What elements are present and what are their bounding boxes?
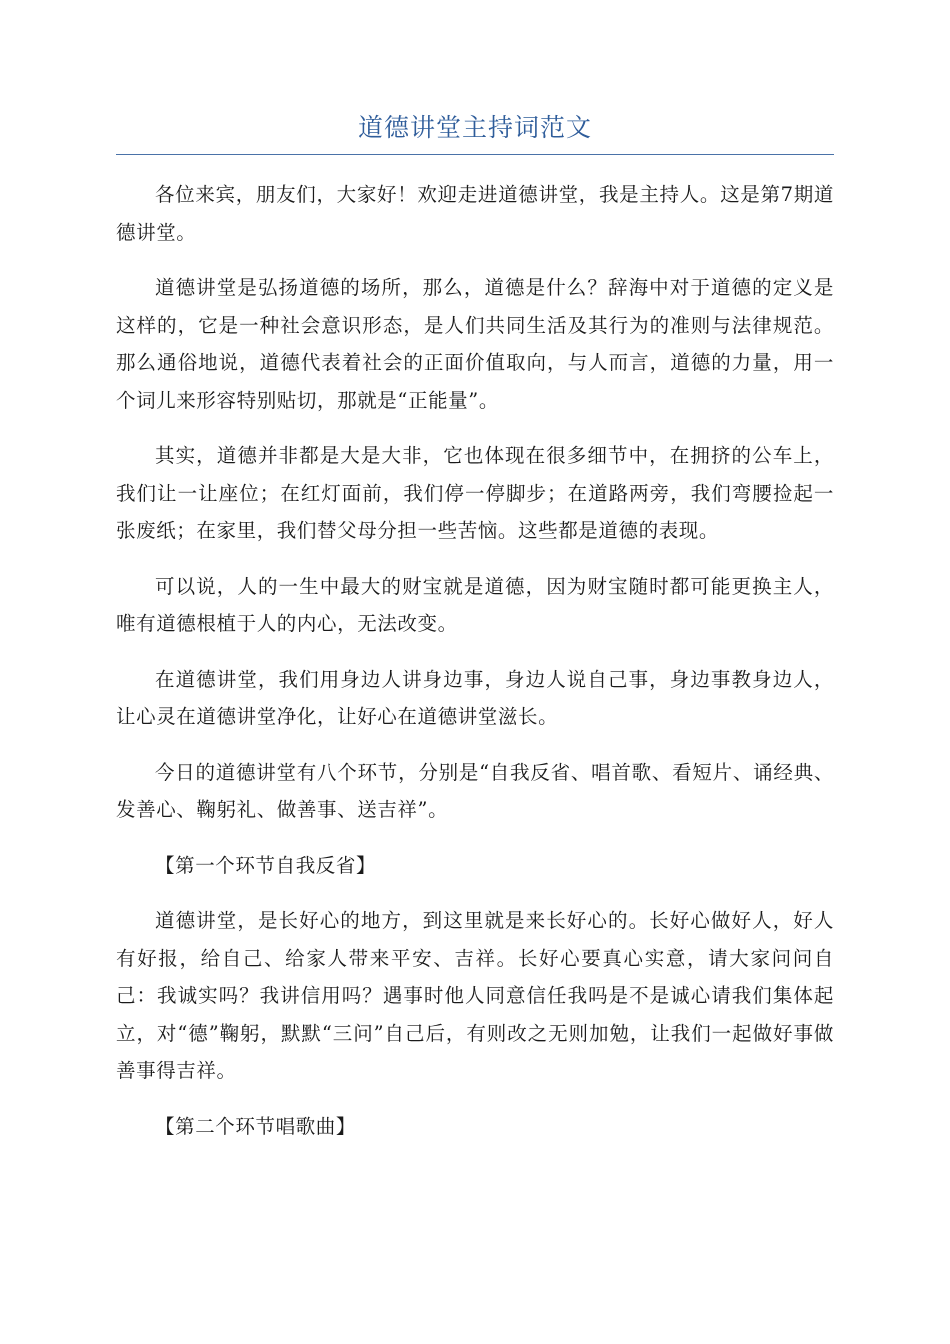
paragraph-treasure: 可以说，人的一生中最大的财宝就是道德，因为财宝随时都可能更换主人，唯有道德根植于人的内心，无法改变。 [116,574,834,635]
paragraph-details: 其实，道德并非都是大是大非，它也体现在很多细节中，在拥挤的公车上，我们让一让座位；在红灯面前，我们停一停脚步；在道路两旁，我们弯腰捡起一张废纸；在家里，我们替父母分担一些苦恼。这些都是道德的表现。 [116,444,834,542]
section-heading-1: 【第一个环节自我反省】 [155,853,377,877]
document-title: 道德讲堂主持词范文 [357,113,592,142]
document-body [116,176,834,1163]
paragraph-agenda: 今日的道德讲堂有八个环节，分别是“自我反省、唱首歌、看短片、诵经典、发善心、鞠躬礼、做善事、送吉祥”。 [116,760,834,821]
section-heading-2: 【第二个环节唱歌曲】 [155,1114,357,1138]
paragraph-purpose: 在道德讲堂，我们用身边人讲身边事，身边人说自己事，身边事教身边人，让心灵在道德讲堂净化，让好心在道德讲堂滋长。 [116,667,834,728]
paragraph-greeting: 各位来宾，朋友们，大家好！欢迎走进道德讲堂，我是主持人。这是第7期道德讲堂。 [116,183,834,244]
title-divider [116,154,834,155]
paragraph-self-reflection: 道德讲堂，是长好心的地方，到这里就是来长好心的。长好心做好人，好人有好报，给自己、给家人带来平安、吉祥。长好心要真心实意，请大家问问自己：我诚实吗？我讲信用吗？遇事时他人同意信任我吗是不是诚心请我们集体起立，对“德”鞠躬，默默“三问”自己后，有则改之无则加勉，让我们一起做好事做善事得吉祥。 [116,909,834,1082]
paragraph-definition: 道德讲堂是弘扬道德的场所，那么，道德是什么？辞海中对于道德的定义是这样的，它是一种社会意识形态，是人们共同生活及其行为的准则与法律规范。那么通俗地说，道德代表着社会的正面价值取向，与人而言，道德的力量，用一个词儿来形容特别贴切，那就是“正能量”。 [116,276,834,412]
